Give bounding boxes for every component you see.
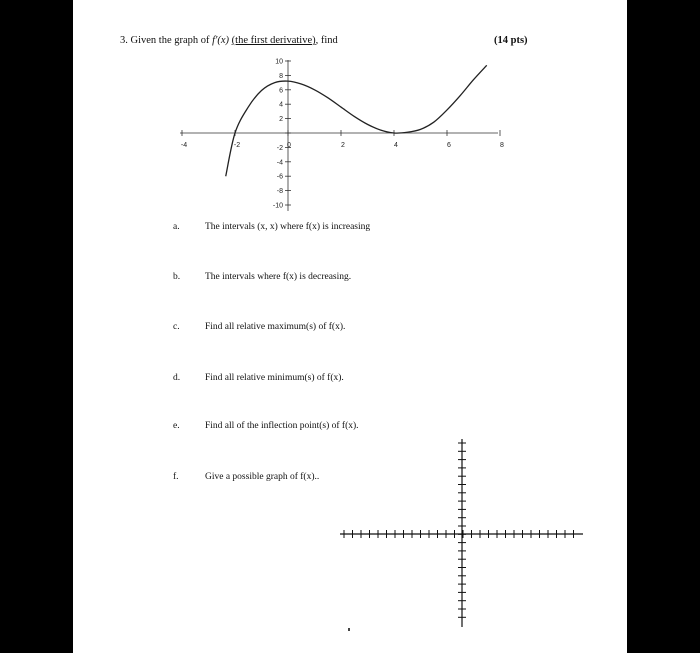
y-tick-label: 8	[279, 72, 283, 80]
question-text: Find all relative minimum(s) of f(x).	[205, 373, 344, 383]
underlined-phrase: (the first derivative)	[231, 35, 316, 46]
question-letter: f.	[173, 472, 179, 482]
x-tick-label: 6	[447, 142, 451, 149]
derivative-graph	[73, 0, 627, 220]
question-letter: a.	[173, 222, 180, 232]
y-tick-label: 6	[279, 87, 283, 95]
problem-number: 3.	[120, 35, 128, 46]
x-tick-label: 8	[500, 142, 504, 149]
problem-prefix: Given the graph of	[130, 35, 210, 46]
question-text: Find all relative maximum(s) of f(x).	[205, 322, 346, 332]
function-notation: f′(x)	[212, 35, 230, 46]
question-text: The intervals (x, x) where f(x) is increasing	[205, 222, 371, 232]
stray-mark	[348, 628, 350, 631]
points-label: (14 pts)	[494, 35, 528, 46]
x-tick-label: 2	[341, 142, 345, 149]
y-tick-label: 4	[279, 101, 283, 109]
y-tick-label: -4	[276, 159, 283, 167]
blank-axes	[335, 435, 595, 635]
question-text: Give a possible graph of f(x)..	[205, 472, 320, 482]
y-tick-label: -6	[276, 173, 283, 181]
x-tick-label: 4	[394, 142, 398, 149]
y-tick-label: 2	[279, 116, 283, 124]
derivative-curve	[226, 65, 487, 176]
question-text: Find all of the inflection point(s) of f(x).	[205, 421, 359, 431]
x-tick-label: -2	[233, 142, 241, 149]
x-tick-label: 0	[287, 142, 291, 149]
question-text: The intervals where f(x) is decreasing.	[205, 272, 352, 282]
question-letter: d.	[173, 373, 181, 383]
y-tick-label: -2	[276, 144, 283, 152]
question-letter: c.	[173, 322, 180, 332]
x-tick-label: -4	[180, 142, 188, 149]
question-letter: b.	[173, 272, 181, 282]
y-tick-label: -8	[276, 188, 283, 196]
y-tick-label: 10	[275, 58, 283, 66]
y-tick-label: -10	[272, 202, 283, 210]
worksheet-page	[73, 0, 627, 653]
problem-suffix: , find	[315, 35, 338, 46]
question-letter: e.	[173, 421, 180, 431]
